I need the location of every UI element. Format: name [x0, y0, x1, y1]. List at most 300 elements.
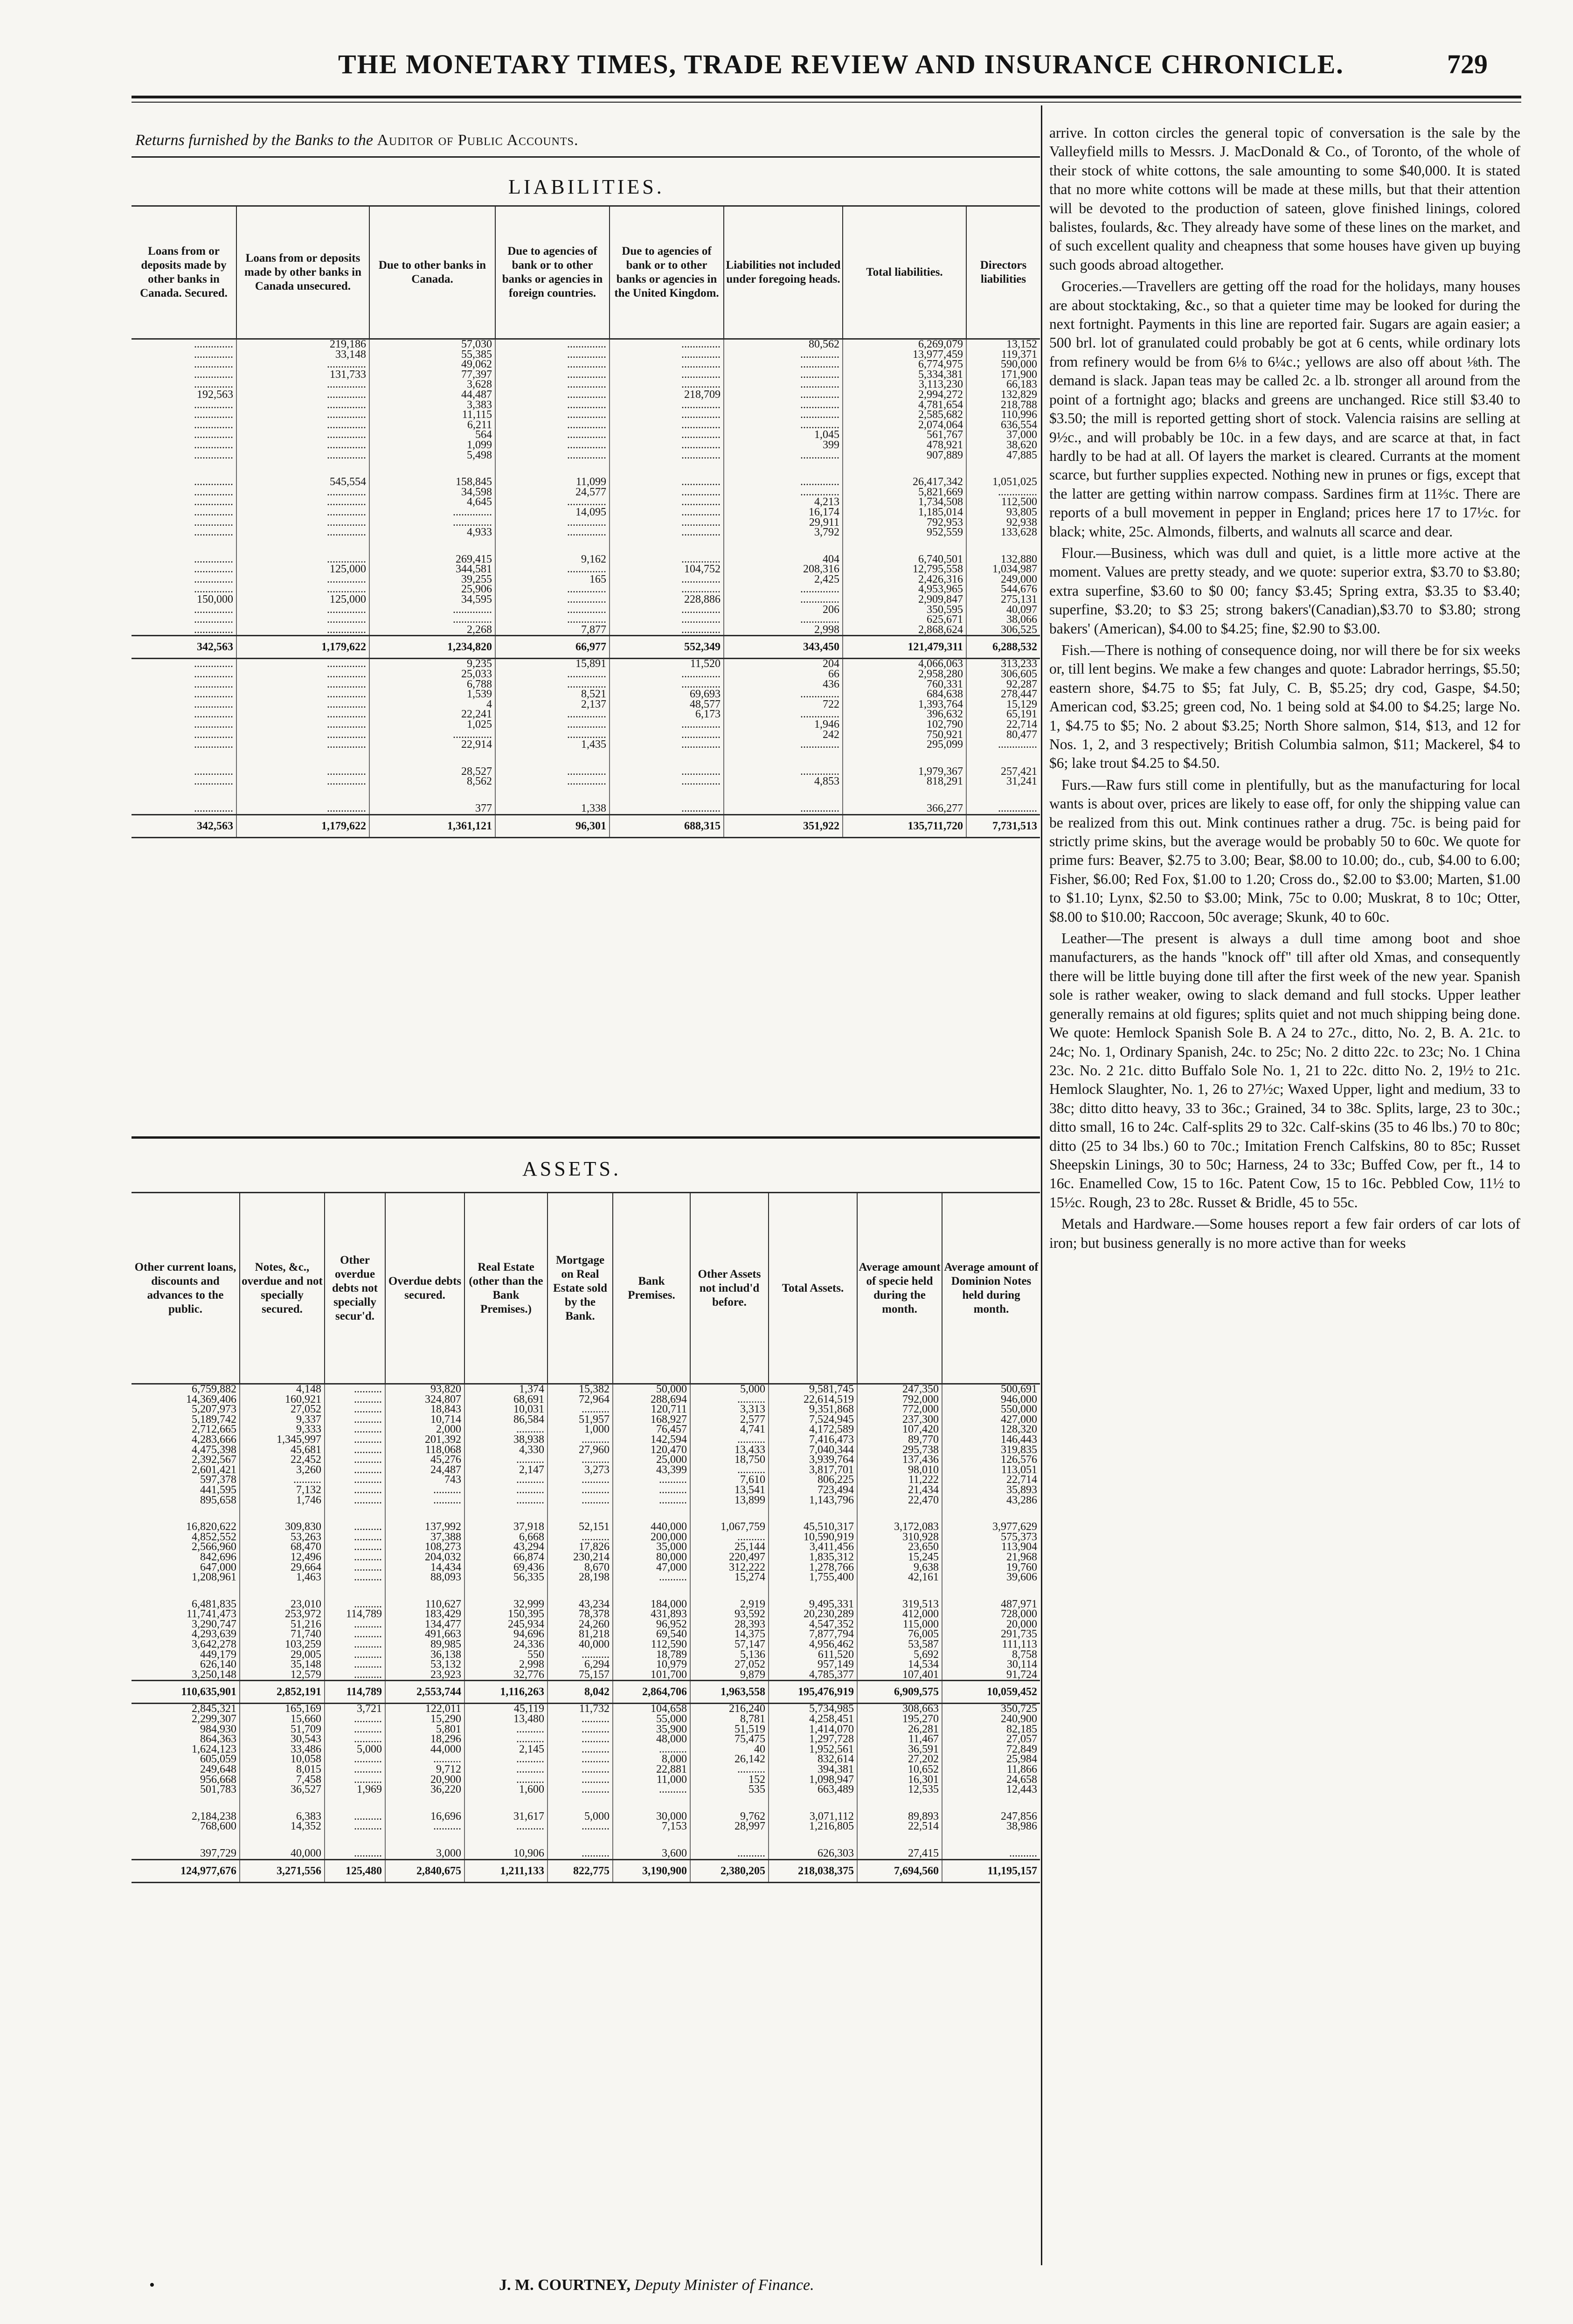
- liabilities-cell: ..............: [610, 430, 724, 440]
- assets-cell: 1,116,263: [464, 1681, 547, 1704]
- commentary-groceries: Groceries.—Travellers are getting off the road for the holidays, many houses are about stocktaking, &c., so that a quieter time may be looked for during the next fortnight. Payments in this line are reported fair. Sugars are again easier; a 500 brl. lot of granulated could probably be got at 6 cents, while ordinary lots from refinery would be from 6⅛ to 6¼c.; yellows are also off about ⅛th. The demand is slack. Japan teas may be called 2c. a lb. stronger all around from the point of a fortnight ago; blacks and greens are unchanged. Rice still $3.40 to $3.50; the mill is reported getting short of stock. Valencia raisins are selling at 9½c., and will probably be 10c. in a few days, and are scarce at that, in fact hardly to be had at all. Of layers the market is cleared. Currants at the moment scarce, but further supplies expected. Nothing new in prunes or figs, except that the latter are getting within narrow compass. Sardines firm at 11⅔c. There are reports of a bull movement in pepper in England; prices here 17 to 17½c. for black; white, 25c. Almonds, filberts, and walnuts all scarce and dear.: [1049, 278, 1520, 540]
- assets-cell: [613, 1795, 690, 1812]
- table-row: [132, 390, 1040, 400]
- table-row: [132, 1532, 1040, 1543]
- liabilities-cell: 218,788: [1001, 400, 1037, 411]
- assets-cell: 22,881: [613, 1765, 690, 1775]
- assets-cell: [240, 1505, 325, 1522]
- liabilities-cell: 1,099: [369, 440, 495, 451]
- liabilities-cell: ..............: [236, 767, 369, 777]
- assets-cell: 195,270: [857, 1714, 942, 1725]
- assets-cell: ..........: [325, 1445, 385, 1455]
- assets-cell: 535: [690, 1785, 769, 1795]
- assets-cell: 183,429: [385, 1609, 464, 1620]
- table-row: [132, 1405, 1040, 1415]
- assets-cell: 4,148: [240, 1384, 325, 1395]
- assets-cell: 3,721: [325, 1704, 385, 1714]
- table-row: [132, 1496, 1040, 1506]
- liabilities-cell: ..............: [495, 497, 610, 508]
- assets-cell: 16,820,622: [132, 1522, 240, 1532]
- assets-cell: ..........: [547, 1455, 613, 1465]
- assets-cell: 35,148: [240, 1660, 325, 1670]
- liabilities-cell: 104,752: [610, 564, 724, 575]
- liabilities-cell: ..............: [236, 390, 369, 400]
- assets-cell: [769, 1795, 857, 1812]
- liabilities-cell: 3,383: [369, 400, 495, 411]
- liabilities-cell: 29,911: [724, 518, 843, 528]
- assets-cell: 2,577: [690, 1415, 769, 1425]
- liabilities-cell: ..............: [610, 669, 724, 680]
- liabilities-cell: ..............: [495, 710, 610, 720]
- assets-cell: ..........: [547, 1785, 613, 1795]
- table-row: [132, 1475, 1040, 1485]
- assets-cell: 957,149: [769, 1660, 857, 1670]
- assets-cell: ..........: [325, 1725, 385, 1735]
- liabilities-cell: 218,709: [610, 390, 724, 400]
- assets-cell: 1,835,312: [769, 1552, 857, 1563]
- assets-cell: [769, 1505, 857, 1522]
- assets-cell: 26,281: [857, 1725, 942, 1735]
- liabilities-cell: 28,527: [369, 767, 495, 777]
- assets-cell: 40,000: [240, 1849, 325, 1859]
- table-row: [132, 1822, 1040, 1832]
- assets-cell: 2,566,960: [132, 1542, 240, 1552]
- assets-cell: ..........: [325, 1629, 385, 1640]
- assets-cell: 1,211,133: [464, 1859, 547, 1882]
- liabilities-cell: 4,066,063: [843, 659, 966, 669]
- liabilities-cell: 2,868,624: [843, 625, 966, 636]
- liabilities-cell: 33,148: [236, 350, 369, 360]
- assets-cell: ..........: [325, 1384, 385, 1395]
- assets-cell: ..........: [464, 1822, 547, 1832]
- assets-cell: 431,893: [613, 1609, 690, 1620]
- liabilities-cell: 93,805: [1006, 507, 1037, 518]
- assets-cell: 75,157: [547, 1670, 613, 1681]
- liabilities-cell: ..............: [724, 615, 843, 625]
- assets-cell: 308,663: [857, 1704, 942, 1714]
- liabilities-cell: ..............: [610, 508, 724, 518]
- assets-cell: ..........: [385, 1754, 464, 1765]
- commentary-cotton: arrive. In cotton circles the general topic of conversation is the sale by the Valleyfield mills to Messrs. J. MacDonald & Co., of Toronto, of the whole of their stock of white cottons, the sale amounting to some $40,000. It is stated that no more white cottons will be made at these mills, but that their attention will be devoted to the production of sateen, glove finished linings, colored balistes, foulards, &c. They already have some of these lines on the market, and of such excellent quality and cheapness that some houses have given up buying such goods abroad altogether.: [1049, 125, 1520, 273]
- assets-cell: 120,470: [613, 1445, 690, 1455]
- assets-cell: 2,840,675: [385, 1859, 464, 1882]
- assets-cell: [547, 1505, 613, 1522]
- liabilities-cell: 131,733: [236, 370, 369, 380]
- assets-cell: 24,336: [464, 1640, 547, 1650]
- assets-cell: 220,497: [690, 1552, 769, 1563]
- liabilities-cell: 351,922: [724, 814, 843, 837]
- liabilities-cell: ..............: [495, 360, 610, 370]
- assets-cell: 663,489: [769, 1785, 857, 1795]
- assets-cell: 36,527: [240, 1785, 325, 1795]
- assets-cell: ..........: [690, 1395, 769, 1405]
- liabilities-cell: 2,425: [724, 575, 843, 585]
- assets-cell: 55,000: [613, 1714, 690, 1725]
- assets-cell: 247,350: [857, 1384, 942, 1395]
- assets-cell: 2,380,205: [690, 1859, 769, 1882]
- assets-cell: 2,000: [385, 1425, 464, 1435]
- assets-cell: 8,758: [1012, 1649, 1037, 1660]
- assets-cell: 1,216,805: [769, 1822, 857, 1832]
- liabilities-cell: ..............: [495, 777, 610, 787]
- assets-cell: 1,746: [240, 1496, 325, 1506]
- assets-cell: 2,845,321: [132, 1704, 240, 1714]
- assets-cell: ..........: [547, 1405, 613, 1415]
- assets-cell: 142,594: [613, 1435, 690, 1445]
- liabilities-cell: 2,137: [495, 700, 610, 710]
- liabilities-cell: 404: [724, 555, 843, 565]
- liabilities-cell: 150,000: [132, 595, 236, 605]
- liabilities-cell: 1,234,820: [369, 636, 495, 659]
- liabilities-cell: 4,953,965: [843, 584, 966, 595]
- assets-cell: [132, 1505, 240, 1522]
- liabilities-cell: ..............: [236, 575, 369, 585]
- returns-note-prefix: Returns furnished by the Banks to the: [135, 132, 373, 149]
- liabilities-cell: ..............: [369, 518, 495, 528]
- assets-cell: 2,184,238: [132, 1812, 240, 1822]
- assets-cell: [464, 1583, 547, 1600]
- assets-cell: 3,273: [547, 1465, 613, 1475]
- assets-header-row: [132, 1193, 1040, 1384]
- liabilities-cell: [843, 787, 966, 804]
- liabilities-cell: 96,301: [495, 814, 610, 837]
- assets-cell: [857, 1795, 942, 1812]
- assets-cell: 126,576: [1001, 1455, 1037, 1465]
- liabilities-cell: 1,361,121: [369, 814, 495, 837]
- liabilities-cell: 12,795,558: [843, 564, 966, 575]
- table-row: [132, 1425, 1040, 1435]
- liabilities-cell: ..............: [236, 615, 369, 625]
- assets-cell: 350,725: [1001, 1703, 1037, 1715]
- assets-cell: 112,590: [613, 1640, 690, 1650]
- liabilities-cell: ..............: [724, 380, 843, 390]
- assets-cell: 5,801: [385, 1725, 464, 1735]
- liabilities-cell: ..............: [132, 360, 236, 370]
- liabilities-cell: 2,958,280: [843, 669, 966, 680]
- assets-cell: ..........: [464, 1455, 547, 1465]
- table-row: [132, 1485, 1040, 1496]
- assets-cell: 597,378: [132, 1475, 240, 1485]
- table-row: [132, 689, 1040, 700]
- assets-cell: 160,921: [240, 1395, 325, 1405]
- assets-cell: 51,216: [240, 1620, 325, 1630]
- table-row: [132, 1640, 1040, 1650]
- assets-cell: ..........: [547, 1745, 613, 1755]
- returns-note-auditor: Auditor of Public Accounts.: [377, 132, 579, 149]
- liabilities-cell: ..............: [495, 410, 610, 420]
- liabilities-cell: ..............: [236, 528, 369, 538]
- assets-cell: 11,866: [1006, 1765, 1037, 1775]
- liabilities-cell: 544,676: [1001, 584, 1037, 595]
- table-row: [132, 669, 1040, 680]
- assets-cell: [325, 1795, 385, 1812]
- liabilities-cell: 366,277: [843, 804, 966, 814]
- assets-cell: 5,189,742: [132, 1415, 240, 1425]
- assets-cell: ..........: [325, 1455, 385, 1465]
- liabilities-cell: ..............: [132, 605, 236, 615]
- liabilities-cell: 2,998: [724, 625, 843, 636]
- assets-cell: [613, 1832, 690, 1849]
- assets-cell: 319,513: [857, 1600, 942, 1610]
- table-row: [132, 1505, 1040, 1522]
- liabilities-cell: 13,977,459: [843, 350, 966, 360]
- subtotal-row: [132, 636, 1040, 659]
- assets-cell: 3,977,629: [992, 1522, 1037, 1532]
- assets-rule-top: [132, 1136, 1040, 1139]
- liabilities-cell: ..............: [236, 689, 369, 700]
- assets-cell: ..........: [464, 1765, 547, 1775]
- table-row: [132, 564, 1040, 575]
- assets-cell: 204,032: [385, 1552, 464, 1563]
- assets-cell: 230,214: [547, 1552, 613, 1563]
- assets-cell: ..........: [464, 1725, 547, 1735]
- assets-cell: 45,681: [240, 1445, 325, 1455]
- assets-cell: 3,172,083: [857, 1522, 942, 1532]
- liabilities-cell: ..............: [610, 720, 724, 730]
- assets-cell: 9,495,331: [769, 1600, 857, 1610]
- liabilities-cell: ..............: [132, 350, 236, 360]
- assets-cell: 51,709: [240, 1725, 325, 1735]
- assets-cell: 53,587: [857, 1640, 942, 1650]
- assets-cell: 1,000: [547, 1425, 613, 1435]
- commentary-metals: Metals and Hardware.—Some houses report a few fair orders of car lots of iron; but business generally is no more active than for weeks: [1049, 1216, 1520, 1251]
- assets-cell: 76,457: [613, 1425, 690, 1435]
- liabilities-cell: 39,255: [369, 575, 495, 585]
- liabilities-cell: 48,577: [610, 700, 724, 710]
- assets-cell: 89,985: [385, 1640, 464, 1650]
- assets-cell: 9,879: [690, 1670, 769, 1681]
- table-row: [132, 1522, 1040, 1532]
- assets-cell: 19,760: [1006, 1562, 1037, 1573]
- liabilities-cell: ..............: [610, 451, 724, 461]
- liabilities-cell: 1,045: [724, 430, 843, 440]
- liabilities-cell: 112,500: [1001, 497, 1037, 508]
- assets-cell: 956,668: [132, 1775, 240, 1785]
- liabilities-cell: [495, 787, 610, 804]
- liabilities-cell: 342,563: [132, 814, 236, 837]
- assets-cell: 3,271,556: [240, 1859, 325, 1882]
- assets-cell: 14,369,406: [132, 1395, 240, 1405]
- liabilities-cell: 952,559: [843, 528, 966, 538]
- assets-cell: 3,817,701: [769, 1465, 857, 1475]
- assets-cell: 723,494: [769, 1485, 857, 1496]
- assets-cell: 2,299,307: [132, 1714, 240, 1725]
- assets-cell: ..........: [547, 1725, 613, 1735]
- assets-cell: 80,000: [613, 1552, 690, 1563]
- assets-cell: 29,664: [240, 1563, 325, 1573]
- assets-cell: [690, 1795, 769, 1812]
- assets-cell: 1,414,070: [769, 1725, 857, 1735]
- liabilities-cell: ..............: [132, 720, 236, 730]
- assets-cell: 66,874: [464, 1552, 547, 1563]
- table-row: [132, 680, 1040, 690]
- liabilities-cell: ..............: [369, 730, 495, 740]
- liabilities-cell: 625,671: [843, 615, 966, 625]
- assets-cell: 36,220: [385, 1785, 464, 1795]
- liabilities-title: LIABILITIES.: [508, 175, 665, 198]
- liabilities-cell: ..............: [132, 370, 236, 380]
- assets-cell: 6,383: [240, 1812, 325, 1822]
- liabilities-cell: ..............: [610, 420, 724, 431]
- assets-cell: 14,375: [690, 1629, 769, 1640]
- liabilities-cell: ..............: [610, 680, 724, 690]
- assets-cell: 7,416,473: [769, 1435, 857, 1445]
- assets-cell: 324,807: [385, 1395, 464, 1405]
- liabilities-cell: 5,334,381: [843, 370, 966, 380]
- assets-cell: 14,434: [385, 1563, 464, 1573]
- assets-cell: 10,031: [464, 1405, 547, 1415]
- liabilities-cell: [966, 787, 1040, 804]
- table-row: [132, 1832, 1040, 1849]
- liabilities-cell: ..............: [724, 410, 843, 420]
- liabilities-cell: ..............: [495, 430, 610, 440]
- liabilities-cell: ..............: [132, 659, 236, 669]
- liabilities-cell: ..............: [724, 584, 843, 595]
- assets-cell: ..........: [464, 1475, 547, 1485]
- liabilities-cell: ..............: [132, 410, 236, 420]
- assets-cell: 3,260: [240, 1465, 325, 1475]
- liabilities-cell: ..............: [610, 615, 724, 625]
- assets-cell: 1,463: [240, 1573, 325, 1583]
- assets-cell: 2,852,191: [240, 1681, 325, 1704]
- liabilities-cell: 399: [724, 440, 843, 451]
- table-row: [132, 508, 1040, 518]
- liabilities-cell: ..............: [236, 804, 369, 814]
- assets-cell: 53,132: [385, 1660, 464, 1670]
- assets-cell: ..........: [547, 1532, 613, 1543]
- liabilities-cell: 1,734,508: [843, 497, 966, 508]
- assets-cell: 743: [385, 1475, 464, 1485]
- assets-cell: 35,900: [613, 1725, 690, 1735]
- assets-cell: 20,000: [1006, 1619, 1037, 1630]
- liabilities-cell: ..............: [610, 350, 724, 360]
- liabilities-cell: 1,051,025: [992, 477, 1037, 487]
- liabilities-cell: 34,595: [369, 595, 495, 605]
- liabilities-cell: ..............: [495, 605, 610, 615]
- assets-cell: 18,789: [613, 1650, 690, 1660]
- table-row: [132, 777, 1040, 787]
- liabilities-cell: 1,979,367: [843, 767, 966, 777]
- liabilities-cell: ..............: [236, 740, 369, 750]
- liabilities-cell: 688,315: [610, 814, 724, 837]
- assets-cell: ..........: [325, 1415, 385, 1425]
- assets-cell: 42,161: [857, 1573, 942, 1583]
- assets-cell: ..........: [325, 1435, 385, 1445]
- liabilities-cell: 684,638: [843, 689, 966, 700]
- table-row: [132, 487, 1040, 498]
- assets-cell: 150,395: [464, 1609, 547, 1620]
- liabilities-cell: 4,853: [724, 777, 843, 787]
- assets-cell: ..........: [325, 1552, 385, 1563]
- assets-cell: 500,691: [1001, 1384, 1037, 1395]
- assets-cell: 245,934: [464, 1620, 547, 1630]
- assets-cell: [464, 1795, 547, 1812]
- assets-cell: 11,741,473: [132, 1609, 240, 1620]
- assets-cell: 4,852,552: [132, 1532, 240, 1543]
- assets-col-header: Mortgage on Real Estate sold by the Bank.: [547, 1193, 613, 1384]
- liabilities-cell: ..............: [724, 370, 843, 380]
- signature: [499, 2276, 814, 2294]
- assets-cell: 120,711: [613, 1405, 690, 1415]
- assets-cell: 18,843: [385, 1405, 464, 1415]
- liabilities-table: [132, 205, 1040, 838]
- assets-cell: 113,051: [1001, 1465, 1037, 1475]
- liabilities-cell: ..............: [236, 669, 369, 680]
- liabilities-cell: 2,909,847: [843, 595, 966, 605]
- assets-cell: 125,480: [325, 1859, 385, 1882]
- liabilities-cell: [236, 787, 369, 804]
- liabilities-cell: ..............: [724, 350, 843, 360]
- liabilities-cell: [724, 787, 843, 804]
- assets-cell: [547, 1583, 613, 1600]
- assets-cell: 32,999: [464, 1600, 547, 1610]
- assets-cell: 3,190,900: [613, 1859, 690, 1882]
- assets-cell: 43,234: [547, 1600, 613, 1610]
- liabilities-cell: ..............: [724, 400, 843, 411]
- assets-cell: 152: [690, 1775, 769, 1785]
- liabilities-cell: ..............: [610, 370, 724, 380]
- table-row: [132, 1650, 1040, 1660]
- assets-cell: 247,856: [1001, 1811, 1037, 1822]
- assets-col-header: Notes, &c., overdue and not specially secured.: [240, 1193, 325, 1384]
- liabilities-cell: ..............: [236, 400, 369, 411]
- liabilities-cell: ..............: [495, 528, 610, 538]
- assets-cell: 4,475,398: [132, 1445, 240, 1455]
- liabilities-cell: 6,173: [610, 710, 724, 720]
- assets-cell: 768,600: [132, 1822, 240, 1832]
- assets-cell: 7,877,794: [769, 1629, 857, 1640]
- liabilities-cell: ..............: [132, 625, 236, 636]
- liabilities-cell: ..............: [236, 420, 369, 431]
- assets-cell: [385, 1583, 464, 1600]
- assets-cell: ..........: [385, 1496, 464, 1506]
- liabilities-cell: 158,845: [369, 477, 495, 487]
- liabilities-cell: 22,241: [369, 710, 495, 720]
- publication-title: THE MONETARY TIMES, TRADE REVIEW AND INSURANCE CHRONICLE.: [338, 49, 1344, 79]
- table-row: [132, 659, 1040, 669]
- liabilities-cell: 6,288,532: [966, 636, 1040, 659]
- liabilities-cell: 121,479,311: [843, 636, 966, 659]
- liabilities-cell: ..............: [495, 451, 610, 461]
- assets-cell: 21,434: [857, 1485, 942, 1496]
- liabilities-cell: ..............: [610, 584, 724, 595]
- liabilities-header-row: [132, 206, 1040, 339]
- liabilities-cell: 125,000: [236, 564, 369, 575]
- table-row: [132, 1465, 1040, 1475]
- table-row: [132, 720, 1040, 730]
- table-row: [132, 1600, 1040, 1610]
- liabilities-cell: [724, 460, 843, 477]
- liabilities-cell: ..............: [236, 680, 369, 690]
- liabilities-cell: [236, 460, 369, 477]
- liabilities-cell: ..............: [132, 497, 236, 508]
- table-row: [132, 605, 1040, 615]
- table-row: [132, 740, 1040, 750]
- assets-cell: [464, 1832, 547, 1849]
- assets-cell: ..........: [325, 1465, 385, 1475]
- liabilities-cell: ..............: [495, 669, 610, 680]
- assets-cell: 98,010: [857, 1465, 942, 1475]
- assets-cell: [547, 1795, 613, 1812]
- assets-cell: ..........: [613, 1745, 690, 1755]
- assets-cell: 13,480: [464, 1714, 547, 1725]
- assets-cell: 25,144: [690, 1542, 769, 1552]
- liabilities-cell: 4,933: [369, 528, 495, 538]
- liabilities-cell: ..............: [610, 575, 724, 585]
- liabilities-cell: [610, 460, 724, 477]
- assets-cell: 14,352: [240, 1822, 325, 1832]
- assets-cell: [132, 1832, 240, 1849]
